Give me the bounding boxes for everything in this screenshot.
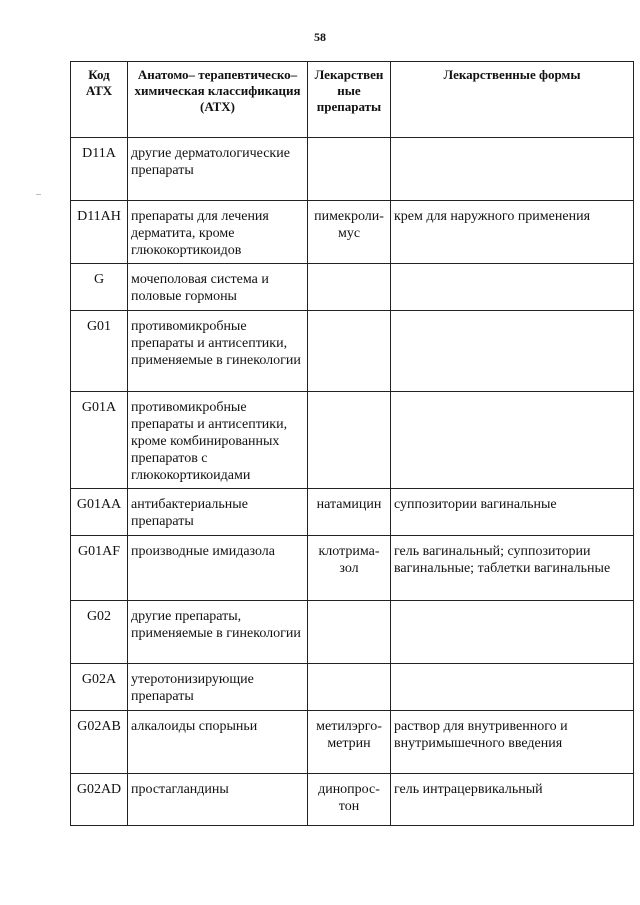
cell-drug xyxy=(308,664,391,711)
cell-forms xyxy=(391,392,634,489)
cell-drug xyxy=(308,138,391,201)
cell-code: G02 xyxy=(71,601,128,664)
header-row xyxy=(71,62,634,138)
header-forms: Лекарственные формы xyxy=(391,62,634,138)
cell-drug: метилэрго- метрин xyxy=(308,711,391,774)
cell-code: G01AF xyxy=(71,536,128,601)
cell-forms xyxy=(391,664,634,711)
table-row xyxy=(71,664,634,711)
cell-drug xyxy=(308,601,391,664)
cell-forms xyxy=(391,311,634,392)
table-row xyxy=(71,264,634,311)
cell-classification: антибактериальные препараты xyxy=(128,489,308,536)
cell-code: G02A xyxy=(71,664,128,711)
cell-classification: мочеполовая система и половые гормоны xyxy=(128,264,308,311)
cell-drug: клотрима- зол xyxy=(308,536,391,601)
table-row xyxy=(71,711,634,774)
cell-classification: препараты для лечения дерматита, кроме глюкокортикоидов xyxy=(128,201,308,264)
cell-drug: динопрос- тон xyxy=(308,774,391,826)
cell-forms: гель интрацервикальный xyxy=(391,774,634,826)
cell-code: G01 xyxy=(71,311,128,392)
table-row xyxy=(71,774,634,826)
cell-classification: противомикробные препараты и антисептики, применяемые в гинекологии xyxy=(128,311,308,392)
cell-code: G01A xyxy=(71,392,128,489)
cell-classification: алкалоиды спорыньи xyxy=(128,711,308,774)
cell-classification: простагландины xyxy=(128,774,308,826)
cell-forms: крем для наружного применения xyxy=(391,201,634,264)
cell-forms: суппозитории вагинальные xyxy=(391,489,634,536)
cell-drug xyxy=(308,392,391,489)
scan-artifact xyxy=(36,194,41,195)
cell-drug: натамицин xyxy=(308,489,391,536)
table-row xyxy=(71,489,634,536)
table-header xyxy=(71,62,634,138)
table-body xyxy=(71,138,634,826)
atx-table xyxy=(70,61,634,826)
cell-forms: раствор для внутривенного и внутримышечного введения xyxy=(391,711,634,774)
cell-code: G02AB xyxy=(71,711,128,774)
cell-forms xyxy=(391,138,634,201)
cell-drug xyxy=(308,311,391,392)
cell-code: G01AA xyxy=(71,489,128,536)
table-row xyxy=(71,138,634,201)
cell-code: G xyxy=(71,264,128,311)
cell-classification: противомикробные препараты и антисептики, кроме комбинированных препаратов с глюкокортикоидами xyxy=(128,392,308,489)
cell-classification: другие дерматологические препараты xyxy=(128,138,308,201)
cell-forms: гель вагинальный; суппозитории вагинальные; таблетки вагинальные xyxy=(391,536,634,601)
table-row xyxy=(71,311,634,392)
cell-forms xyxy=(391,601,634,664)
cell-drug xyxy=(308,264,391,311)
cell-classification: утеротонизирующие препараты xyxy=(128,664,308,711)
page-number: 58 xyxy=(314,30,326,44)
table-row xyxy=(71,536,634,601)
header-classification: Анатомо– терапевтическо– химическая классификация (АТХ) xyxy=(128,62,308,138)
cell-code: G02AD xyxy=(71,774,128,826)
cell-classification: производные имидазола xyxy=(128,536,308,601)
table-row xyxy=(71,201,634,264)
table-row xyxy=(71,601,634,664)
header-code: Код АТХ xyxy=(71,62,128,138)
table-row xyxy=(71,392,634,489)
cell-drug: пимекроли- мус xyxy=(308,201,391,264)
cell-code: D11A xyxy=(71,138,128,201)
cell-classification: другие препараты, применяемые в гинекологии xyxy=(128,601,308,664)
header-drugs: Лекарствен ные препараты xyxy=(308,62,391,138)
cell-code: D11AH xyxy=(71,201,128,264)
cell-forms xyxy=(391,264,634,311)
